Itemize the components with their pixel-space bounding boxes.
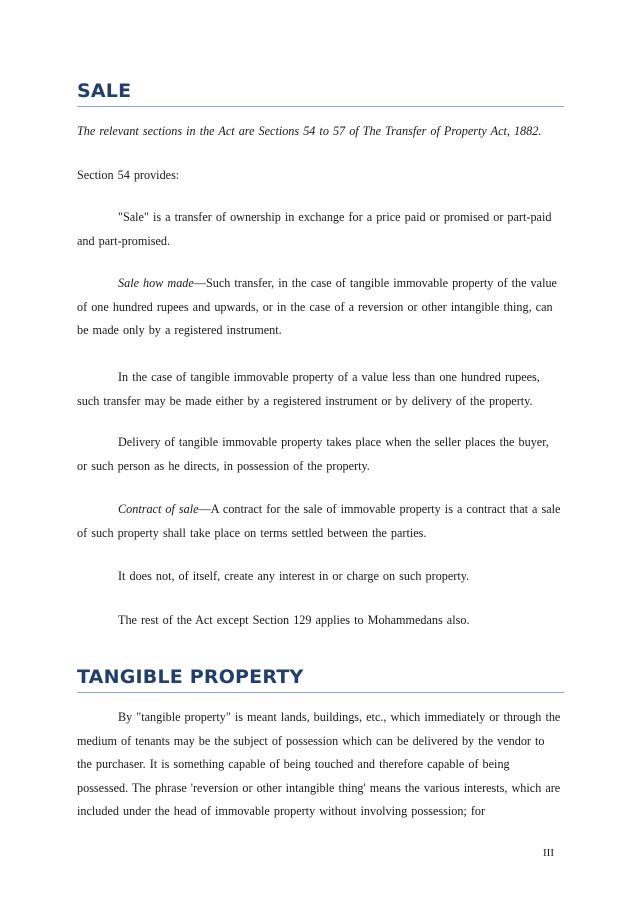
sale-definition-paragraph [77,206,561,253]
contract-of-sale-paragraph [77,498,561,545]
sale-how-made-paragraph [77,272,561,343]
sale-how-made-text: —Such transfer, in the case of tangible immovable property of the value of one hundred rupees and upwards, or in the case of a reversion or other intangible thing, can be made only by a registered instrument. [77,276,557,337]
delivery-text: Delivery of tangible immovable property takes place when the seller places the buyer, or such person as he directs, in possession of the property. [77,435,549,473]
tangible-property-heading: TANGIBLE PROPERTY [77,666,304,688]
contract-of-sale-text: —A contract for the sale of immovable property is a contract that a sale of such property shall take place on terms settled between the parties. [77,502,561,540]
page-number: III [543,847,554,859]
tangible-property-text: By "tangible property" is meant lands, buildings, etc., which immediately or through the medium of tenants may be the subject of possession which can be delivered by the vendor to the purchaser. It is something capable of being touched and therefore capable of being possessed. The phrase 'reversion or other intangible thing' means the various interests, which are included under the head of immovable property without involving possession; for [77,710,561,818]
mohammedans-paragraph [77,609,561,633]
tangible-property-paragraph [77,706,561,824]
section-intro: Section 54 provides: [77,168,180,182]
no-interest-text: It does not, of itself, create any interest in or charge on such property. [118,569,470,583]
tangible-heading-rule [77,692,564,693]
sale-heading-rule [77,106,564,107]
no-interest-paragraph [77,565,561,589]
delivery-paragraph [77,431,561,478]
contract-of-sale-lead: Contract of sale [118,502,199,516]
low-value-paragraph [77,366,561,413]
sale-intro: The relevant sections in the Act are Sections 54 to 57 of The Transfer of Property Act, 1882. [77,124,542,138]
low-value-text: In the case of tangible immovable property of a value less than one hundred rupees, such transfer may be made either by a registered instrument or by delivery of the property. [77,370,540,408]
sale-how-made-lead: Sale how made [118,276,194,290]
sale-heading: SALE [77,80,132,102]
sale-definition-text: "Sale" is a transfer of ownership in exchange for a price paid or promised or part-paid and part-promised. [77,210,552,248]
mohammedans-text: The rest of the Act except Section 129 applies to Mohammedans also. [118,613,470,627]
